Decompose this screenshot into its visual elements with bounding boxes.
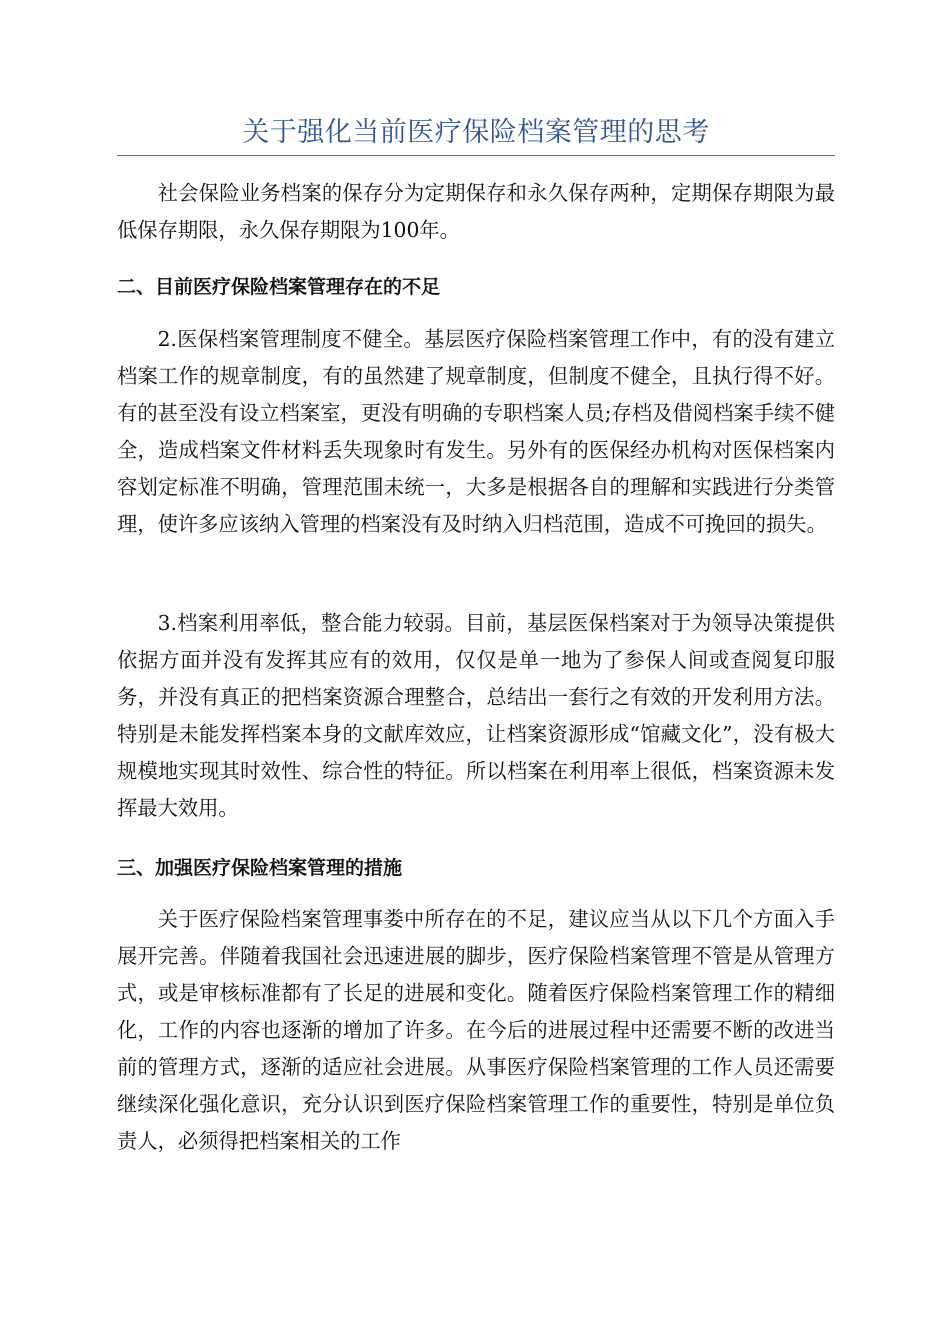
document-title: 关于强化当前医疗保险档案管理的思考 xyxy=(242,117,710,148)
paragraph-system-incomplete: 2.医保档案管理制度不健全。基层医疗保险档案管理工作中，有的没有建立档案工作的规章制度，有的虽然建了规章制度，但制度不健全，且执行得不好。有的甚至没有设立档案室，更没有明确的专职档案人员;存档及借阅档案手续不健全，造成档案文件材料丢失现象时有发生。另外有的医保经办机构对医保档案内容划定标准不明确，管理范围未统一，大多是根据各自的理解和实践进行分类管理，使许多应该纳入管理的档案没有及时纳入归档范围，造成不可挽回的损失。 xyxy=(117,327,835,536)
paragraph-improvement-measures: 关于医疗保险档案管理事娄中所存在的不足，建议应当从以下几个方面入手展开完善。伴随着我国社会迅速进展的脚步，医疗保险档案管理不管是从管理方式，或是审核标准都有了长足的进展和变化。随着医疗保险档案管理工作的精细化，工作的内容也逐渐的增加了许多。在今后的进展过程中还需要不断的改进当前的管理方式，逐渐的适应社会进展。从事医疗保险档案管理的工作人员还需要继续深化强化意识，充分认识到医疗保险档案管理工作的重要性，特别是单位负责人，必须得把档案相关的工作 xyxy=(117,907,835,1153)
paragraph-retention-period: 社会保险业务档案的保存分为定期保存和永久保存两种，定期保存期限为最低保存期限，永久保存期限为100年。 xyxy=(117,181,835,242)
section-heading-shortcomings: 二、目前医疗保险档案管理存在的不足 xyxy=(117,276,441,298)
paragraph-low-utilization: 3.档案利用率低，整合能力较弱。目前，基层医保档案对于为领导决策提供依据方面并没有发挥其应有的效用，仅仅是单一地为了参保人间或查阅复印服务，并没有真正的把档案资源合理整合，总结出一套行之有效的开发利用方法。特别是未能发挥档案本身的文献库效应，让档案资源形成“馆藏文化”，没有极大规模地实现其时效性、综合性的特征。所以档案在利用率上很低，档案资源未发挥最大效用。 xyxy=(117,611,835,820)
section-heading-measures: 三、加强医疗保险档案管理的措施 xyxy=(117,857,403,879)
title-underline-divider xyxy=(117,155,835,156)
